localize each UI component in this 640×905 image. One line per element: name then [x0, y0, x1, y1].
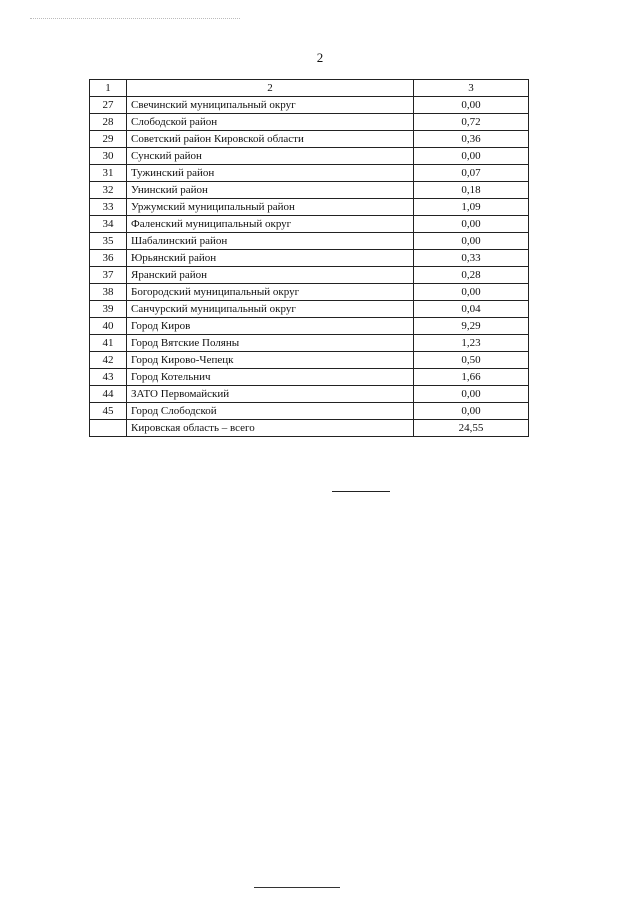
row-number-cell: 31	[90, 165, 127, 182]
row-value-cell: 0,72	[414, 114, 529, 131]
row-number-cell: 28	[90, 114, 127, 131]
row-number-cell: 32	[90, 182, 127, 199]
table-total-row	[90, 420, 529, 437]
footer-divider-line	[254, 887, 340, 888]
header-cell-name: 2	[127, 80, 414, 97]
total-empty-cell	[90, 420, 127, 437]
table-row	[90, 165, 529, 182]
table-row	[90, 216, 529, 233]
table-row	[90, 114, 529, 131]
row-name-cell: Санчурский муниципальный округ	[127, 301, 414, 318]
row-name-cell: ЗАТО Первомайский	[127, 386, 414, 403]
row-number-cell: 40	[90, 318, 127, 335]
table-row	[90, 335, 529, 352]
row-number-cell: 42	[90, 352, 127, 369]
table-row	[90, 131, 529, 148]
row-value-cell: 0,36	[414, 131, 529, 148]
row-value-cell: 0,07	[414, 165, 529, 182]
row-name-cell: Богородский муниципальный округ	[127, 284, 414, 301]
table-row	[90, 250, 529, 267]
row-number-cell: 30	[90, 148, 127, 165]
row-name-cell: Яранский район	[127, 267, 414, 284]
row-value-cell: 1,09	[414, 199, 529, 216]
row-value-cell: 9,29	[414, 318, 529, 335]
row-name-cell: Город Киров	[127, 318, 414, 335]
row-number-cell: 38	[90, 284, 127, 301]
row-name-cell: Слободской район	[127, 114, 414, 131]
header-cell-number: 1	[90, 80, 127, 97]
row-number-cell: 44	[90, 386, 127, 403]
row-number-cell: 33	[90, 199, 127, 216]
row-name-cell: Тужинский район	[127, 165, 414, 182]
row-number-cell: 35	[90, 233, 127, 250]
row-name-cell: Город Котельнич	[127, 369, 414, 386]
table-row	[90, 301, 529, 318]
total-value-cell: 24,55	[414, 420, 529, 437]
table-row	[90, 97, 529, 114]
row-name-cell: Город Кирово-Чепецк	[127, 352, 414, 369]
row-name-cell: Советский район Кировской области	[127, 131, 414, 148]
page-number: 2	[316, 50, 324, 65]
row-number-cell: 39	[90, 301, 127, 318]
table-row	[90, 199, 529, 216]
table-row	[90, 386, 529, 403]
row-value-cell: 1,23	[414, 335, 529, 352]
row-value-cell: 0,00	[414, 97, 529, 114]
row-value-cell: 0,00	[414, 216, 529, 233]
table-row	[90, 369, 529, 386]
row-value-cell: 0,00	[414, 284, 529, 301]
row-number-cell: 36	[90, 250, 127, 267]
table-row	[90, 403, 529, 420]
table-row	[90, 267, 529, 284]
row-name-cell: Город Вятские Поляны	[127, 335, 414, 352]
scan-noise-line	[30, 18, 240, 20]
row-value-cell: 0,33	[414, 250, 529, 267]
row-name-cell: Город Слободской	[127, 403, 414, 420]
row-value-cell: 0,50	[414, 352, 529, 369]
table-row	[90, 318, 529, 335]
row-name-cell: Сунский район	[127, 148, 414, 165]
row-name-cell: Шабалинский район	[127, 233, 414, 250]
row-name-cell: Унинский район	[127, 182, 414, 199]
row-number-cell: 29	[90, 131, 127, 148]
row-name-cell: Юрьянский район	[127, 250, 414, 267]
row-number-cell: 43	[90, 369, 127, 386]
row-number-cell: 45	[90, 403, 127, 420]
row-number-cell: 41	[90, 335, 127, 352]
table-header-row	[90, 80, 529, 97]
header-cell-value: 3	[414, 80, 529, 97]
total-label-cell: Кировская область – всего	[127, 420, 414, 437]
row-value-cell: 0,00	[414, 148, 529, 165]
table-row	[90, 284, 529, 301]
row-name-cell: Уржумский муниципальный район	[127, 199, 414, 216]
row-value-cell: 0,00	[414, 233, 529, 250]
row-number-cell: 34	[90, 216, 127, 233]
table-row	[90, 182, 529, 199]
table-row	[90, 233, 529, 250]
row-value-cell: 0,00	[414, 386, 529, 403]
data-table	[89, 79, 529, 437]
row-name-cell: Фаленский муниципальный округ	[127, 216, 414, 233]
table-row	[90, 148, 529, 165]
row-value-cell: 0,28	[414, 267, 529, 284]
table-row	[90, 352, 529, 369]
row-number-cell: 37	[90, 267, 127, 284]
row-number-cell: 27	[90, 97, 127, 114]
row-value-cell: 0,04	[414, 301, 529, 318]
row-name-cell: Свечинский муниципальный округ	[127, 97, 414, 114]
row-value-cell: 1,66	[414, 369, 529, 386]
row-value-cell: 0,00	[414, 403, 529, 420]
table-body	[90, 80, 529, 437]
row-value-cell: 0,18	[414, 182, 529, 199]
end-divider-line	[332, 491, 390, 492]
